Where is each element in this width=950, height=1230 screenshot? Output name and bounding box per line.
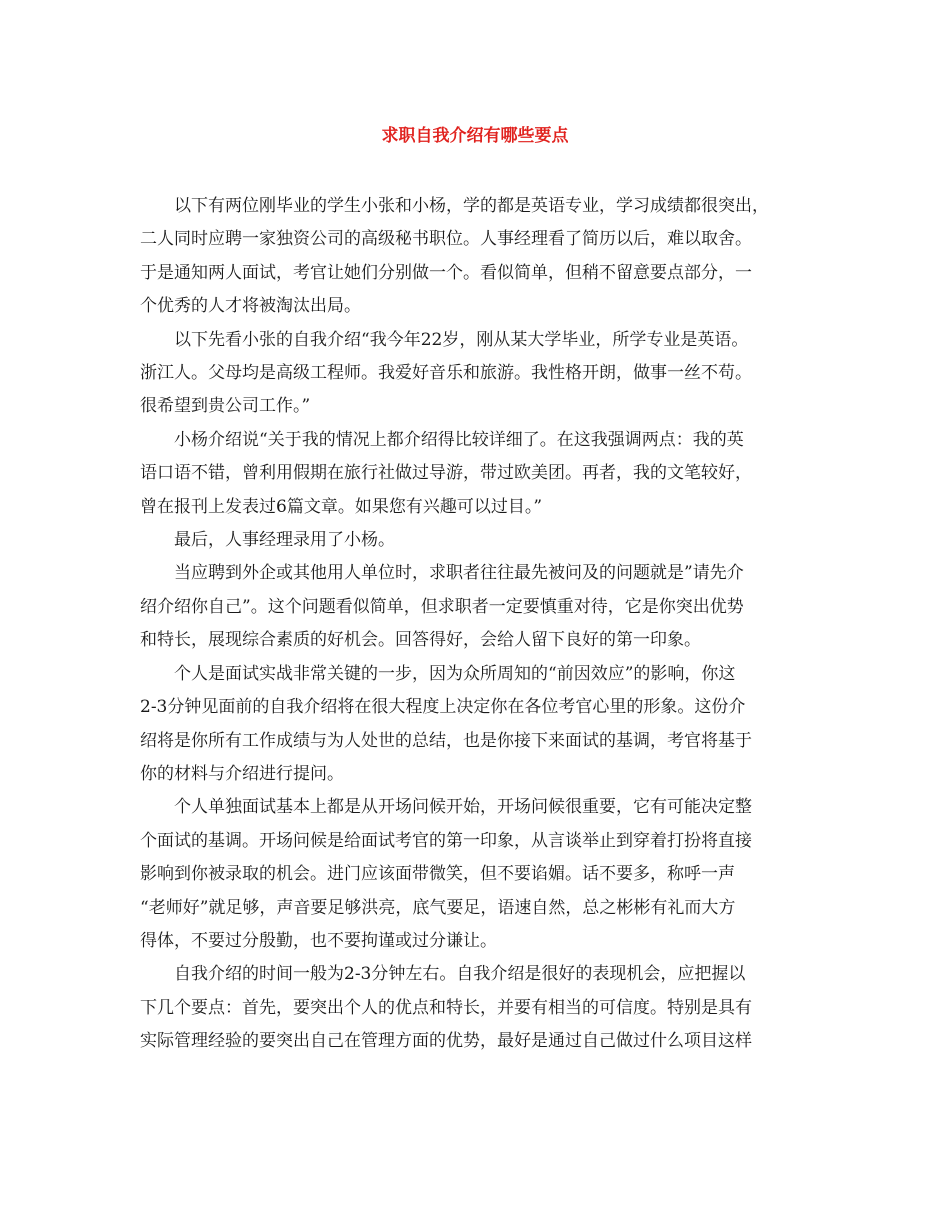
text-line: 曾在报刊上发表过6篇文章。如果您有兴趣可以过目。” (140, 496, 543, 517)
text-line: 于是通知两人面试，考官让她们分别做一个。看似简单，但稍不留意要点部分，一 (140, 262, 752, 283)
document-body (140, 190, 830, 1059)
paragraph (140, 524, 830, 557)
text-line: 最后，人事经理录用了小杨。 (174, 530, 395, 551)
text-line: 2-3分钟见面前的自我介绍将在很大程度上决定你在各位考官心里的形象。这份介 (140, 697, 746, 718)
text-line: 影响到你被录取的机会。进门应该面带微笑，但不要谄媚。话不要多，称呼一声 (140, 864, 735, 885)
text-line: 个面试的基调。开场问候是给面试考官的第一印象，从言谈举止到穿着打扮将直接 (140, 830, 752, 851)
text-line: 得体，不要过分殷勤，也不要拘谨或过分谦让。 (140, 930, 497, 951)
text-line: 以下先看小张的自我介绍“我今年22岁，刚从某大学毕业，所学专业是英语。 (174, 329, 749, 350)
text-line: 浙江人。父母均是高级工程师。我爱好音乐和旅游。我性格开朗，做事一丝不苟。 (140, 363, 752, 384)
text-line: 二人同时应聘一家独资公司的高级秘书职位。人事经理看了简历以后，难以取舍。 (140, 229, 752, 250)
text-line: 实际管理经验的要突出自己在管理方面的优势，最好是通过自己做过什么项目这样 (140, 1031, 752, 1052)
paragraph (140, 324, 830, 424)
paragraph (140, 658, 830, 792)
text-line: 下几个要点：首先，要突出个人的优点和特长，并要有相当的可信度。特别是具有 (140, 997, 752, 1018)
text-line: 个优秀的人才将被淘汰出局。 (140, 296, 361, 317)
page-title: 求职自我介绍有哪些要点 (381, 126, 569, 146)
text-line: 个人是面试实战非常关键的一步，因为众所周知的“前因效应”的影响，你这 (174, 663, 736, 684)
text-line: 绍将是你所有工作成绩与为人处世的总结，也是你接下来面试的基调，考官将基于 (140, 730, 752, 751)
text-line: 个人单独面试基本上都是从开场问候开始，开场问候很重要，它有可能决定整 (174, 797, 752, 818)
paragraph (140, 424, 830, 524)
text-line: “老师好”就足够，声音要足够洪亮，底气要足，语速自然，总之彬彬有礼而大方 (140, 897, 736, 918)
paragraph (140, 190, 830, 324)
text-line: 和特长，展现综合素质的好机会。回答得好，会给人留下良好的第一印象。 (140, 630, 701, 651)
text-line: 绍介绍你自己”。这个问题看似简单，但求职者一定要慎重对待，它是你突出优势 (140, 596, 744, 617)
paragraph (140, 958, 830, 1058)
text-line: 很希望到贵公司工作。” (140, 396, 311, 417)
paragraph (140, 557, 830, 657)
text-line: 语口语不错，曾利用假期在旅行社做过导游，带过欧美团。再者，我的文笔较好， (140, 463, 752, 484)
text-line: 你的材料与介绍进行提问。 (140, 763, 344, 784)
paragraph (140, 791, 830, 958)
text-line: 当应聘到外企或其他用人单位时，求职者往往最先被问及的问题就是”请先介 (174, 563, 744, 584)
text-line: 自我介绍的时间一般为2-3分钟左右。自我介绍是很好的表现机会，应把握以 (174, 964, 746, 985)
text-line: 小杨介绍说“关于我的情况上都介绍得比较详细了。在这我强调两点：我的英 (174, 429, 744, 450)
text-line: 以下有两位刚毕业的学生小张和小杨，学的都是英语专业，学习成绩都很突出， (174, 196, 769, 216)
